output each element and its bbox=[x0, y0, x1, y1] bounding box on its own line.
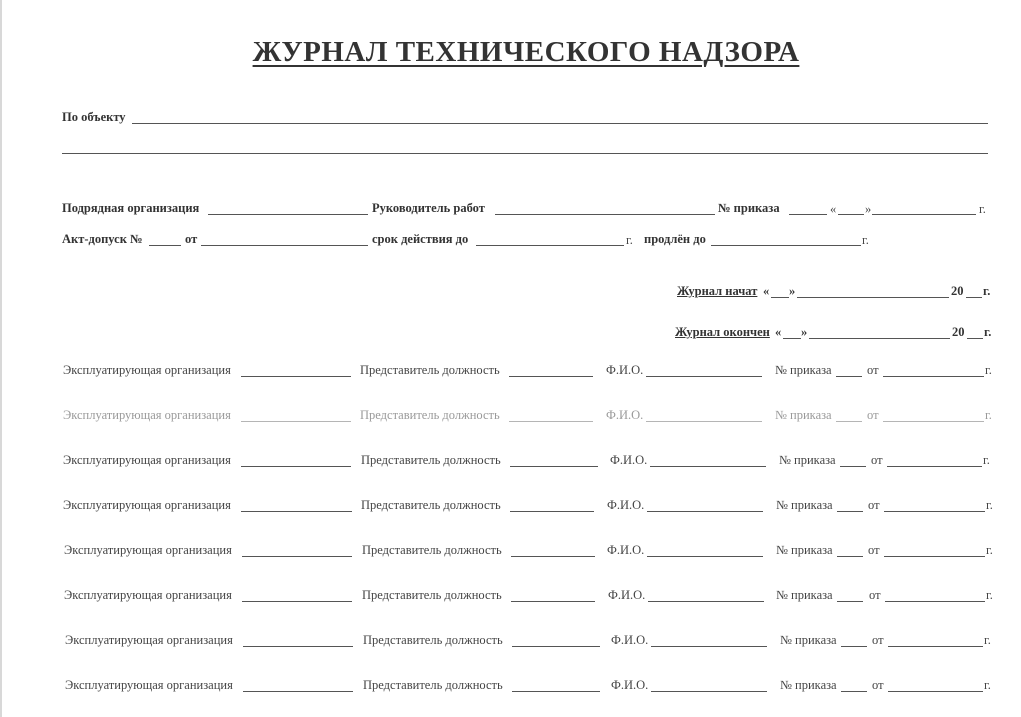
act-year-suffix: г. bbox=[626, 233, 633, 247]
operator-order-number-field[interactable] bbox=[836, 376, 862, 377]
operator-row-5 bbox=[0, 543, 1021, 561]
operator-fio-field[interactable] bbox=[651, 691, 767, 692]
operator-rep-label: Представитель должность bbox=[362, 588, 502, 602]
operator-row-6 bbox=[0, 588, 1021, 606]
act-extended-label: продлён до bbox=[644, 232, 706, 246]
operator-order-label: № приказа bbox=[776, 543, 833, 557]
operator-order-label: № приказа bbox=[779, 453, 836, 467]
operator-rep-field[interactable] bbox=[510, 466, 598, 467]
operator-from-label: от bbox=[867, 363, 879, 377]
operator-order-number-field[interactable] bbox=[837, 556, 863, 557]
journal-end-month-field[interactable] bbox=[809, 338, 950, 339]
operator-fio-label: Ф.И.О. bbox=[611, 678, 649, 692]
operator-org-label: Эксплуатирующая организация bbox=[65, 678, 233, 692]
operator-rep-label: Представитель должность bbox=[361, 498, 501, 512]
operator-date-field[interactable] bbox=[883, 376, 984, 377]
journal-start-open: « bbox=[763, 284, 770, 298]
operator-org-field[interactable] bbox=[242, 556, 352, 557]
operator-rep-field[interactable] bbox=[510, 511, 594, 512]
operator-rep-field[interactable] bbox=[512, 691, 600, 692]
operator-rep-label: Представитель должность bbox=[360, 363, 500, 377]
contractor-quote-open: « bbox=[830, 202, 837, 216]
operator-row-7 bbox=[0, 633, 1021, 651]
operator-fio-field[interactable] bbox=[648, 601, 764, 602]
operator-org-label: Эксплуатирующая организация bbox=[63, 408, 231, 422]
operator-order-label: № приказа bbox=[775, 408, 832, 422]
operator-row-3 bbox=[0, 453, 1021, 471]
operator-fio-field[interactable] bbox=[651, 646, 767, 647]
operator-date-field[interactable] bbox=[884, 556, 985, 557]
journal-start-close: » bbox=[789, 284, 796, 298]
act-number-field[interactable] bbox=[149, 245, 181, 246]
contractor-order-day-field[interactable] bbox=[838, 214, 864, 215]
operator-order-number-field[interactable] bbox=[841, 691, 867, 692]
operator-order-label: № приказа bbox=[775, 363, 832, 377]
operator-org-label: Эксплуатирующая организация bbox=[63, 453, 231, 467]
operator-suffix: г. bbox=[986, 543, 993, 557]
page-edge-shadow bbox=[0, 0, 2, 717]
operator-fio-label: Ф.И.О. bbox=[606, 408, 644, 422]
operator-rep-label: Представитель должность bbox=[362, 543, 502, 557]
operator-date-field[interactable] bbox=[888, 646, 983, 647]
operator-org-field[interactable] bbox=[243, 691, 353, 692]
contractor-order-number-field[interactable] bbox=[789, 214, 827, 215]
contractor-order-month-field[interactable] bbox=[872, 214, 976, 215]
journal-start-year: 20 bbox=[951, 284, 964, 298]
journal-start-day-field[interactable] bbox=[771, 297, 789, 298]
operator-org-label: Эксплуатирующая организация bbox=[63, 363, 231, 377]
operator-order-number-field[interactable] bbox=[837, 601, 863, 602]
journal-start-label: Журнал начат bbox=[677, 284, 758, 298]
journal-end-day-field[interactable] bbox=[783, 338, 801, 339]
journal-end-year-field[interactable] bbox=[967, 338, 983, 339]
operator-org-field[interactable] bbox=[242, 601, 352, 602]
operator-suffix: г. bbox=[985, 408, 992, 422]
journal-start-suffix: г. bbox=[983, 284, 991, 298]
operator-order-number-field[interactable] bbox=[837, 511, 863, 512]
operator-rep-label: Представитель должность bbox=[361, 453, 501, 467]
operator-fio-label: Ф.И.О. bbox=[608, 588, 646, 602]
contractor-quote-close: » bbox=[865, 202, 872, 216]
operator-org-field[interactable] bbox=[241, 421, 351, 422]
operator-suffix: г. bbox=[986, 498, 993, 512]
operator-fio-label: Ф.И.О. bbox=[610, 453, 648, 467]
operator-rep-field[interactable] bbox=[512, 646, 600, 647]
operator-fio-field[interactable] bbox=[646, 421, 762, 422]
operator-org-field[interactable] bbox=[241, 511, 352, 512]
operator-order-label: № приказа bbox=[776, 498, 833, 512]
operator-date-field[interactable] bbox=[885, 601, 985, 602]
operator-from-label: от bbox=[868, 498, 880, 512]
operator-date-field[interactable] bbox=[888, 691, 983, 692]
act-validity-field[interactable] bbox=[476, 245, 624, 246]
journal-end-label: Журнал окончен bbox=[675, 325, 770, 339]
work-manager-label: Руководитель работ bbox=[372, 201, 485, 215]
operator-rep-field[interactable] bbox=[511, 601, 595, 602]
operator-order-number-field[interactable] bbox=[840, 466, 866, 467]
act-label: Акт-допуск № bbox=[62, 232, 143, 246]
operator-fio-field[interactable] bbox=[647, 511, 763, 512]
contractor-order-label: № приказа bbox=[718, 201, 780, 215]
operator-order-number-field[interactable] bbox=[836, 421, 862, 422]
operator-rep-label: Представитель должность bbox=[363, 678, 503, 692]
object-label: По объекту bbox=[62, 110, 126, 124]
operator-fio-field[interactable] bbox=[650, 466, 766, 467]
operator-row-4 bbox=[0, 498, 1021, 516]
operator-from-label: от bbox=[872, 633, 884, 647]
operator-org-field[interactable] bbox=[241, 376, 351, 377]
act-extended-suffix: г. bbox=[862, 233, 869, 247]
operator-org-label: Эксплуатирующая организация bbox=[63, 498, 231, 512]
journal-end-close: » bbox=[801, 325, 808, 339]
contractor-org-label: Подрядная организация bbox=[62, 201, 200, 215]
act-date-field[interactable] bbox=[201, 245, 368, 246]
journal-end-year: 20 bbox=[952, 325, 965, 339]
operator-suffix: г. bbox=[983, 453, 990, 467]
operator-rep-field[interactable] bbox=[511, 556, 595, 557]
operator-row-1 bbox=[0, 363, 1021, 381]
operator-order-label: № приказа bbox=[780, 678, 837, 692]
operator-from-label: от bbox=[869, 588, 881, 602]
operator-fio-label: Ф.И.О. bbox=[611, 633, 649, 647]
operator-order-label: № приказа bbox=[776, 588, 833, 602]
journal-start-year-field[interactable] bbox=[966, 297, 982, 298]
operator-fio-field[interactable] bbox=[647, 556, 763, 557]
journal-end-open: « bbox=[775, 325, 782, 339]
operator-fio-field[interactable] bbox=[646, 376, 762, 377]
object-field-line-1[interactable] bbox=[132, 123, 988, 124]
operator-org-label: Эксплуатирующая организация bbox=[64, 543, 232, 557]
page-title: ЖУРНАЛ ТЕХНИЧЕСКОГО НАДЗОРА bbox=[252, 36, 800, 68]
operator-from-label: от bbox=[867, 408, 879, 422]
operator-suffix: г. bbox=[984, 633, 991, 647]
operator-suffix: г. bbox=[985, 363, 992, 377]
operator-rep-label: Представитель должность bbox=[363, 633, 503, 647]
operator-date-field[interactable] bbox=[883, 421, 984, 422]
operator-row-2 bbox=[0, 408, 1021, 426]
operator-rep-field[interactable] bbox=[509, 421, 593, 422]
operator-date-field[interactable] bbox=[884, 511, 985, 512]
operator-fio-label: Ф.И.О. bbox=[607, 498, 645, 512]
operator-from-label: от bbox=[872, 678, 884, 692]
object-field-line-2[interactable] bbox=[62, 153, 988, 154]
operator-order-label: № приказа bbox=[780, 633, 837, 647]
operator-from-label: от bbox=[868, 543, 880, 557]
operator-org-field[interactable] bbox=[243, 646, 353, 647]
operator-rep-field[interactable] bbox=[509, 376, 593, 377]
operator-rep-label: Представитель должность bbox=[360, 408, 500, 422]
operator-org-label: Эксплуатирующая организация bbox=[65, 633, 233, 647]
operator-org-label: Эксплуатирующая организация bbox=[64, 588, 232, 602]
operator-from-label: от bbox=[871, 453, 883, 467]
operator-suffix: г. bbox=[984, 678, 991, 692]
operator-suffix: г. bbox=[986, 588, 993, 602]
journal-end-suffix: г. bbox=[984, 325, 992, 339]
operator-row-8 bbox=[0, 678, 1021, 696]
operator-date-field[interactable] bbox=[887, 466, 982, 467]
act-extended-field[interactable] bbox=[711, 245, 861, 246]
contractor-year-suffix: г. bbox=[979, 202, 986, 216]
act-validity-label: срок действия до bbox=[372, 232, 469, 246]
act-from-label: от bbox=[185, 232, 198, 246]
operator-org-field[interactable] bbox=[241, 466, 351, 467]
journal-start-month-field[interactable] bbox=[797, 297, 949, 298]
contractor-org-field[interactable] bbox=[208, 214, 368, 215]
work-manager-field[interactable] bbox=[495, 214, 715, 215]
operator-order-number-field[interactable] bbox=[841, 646, 867, 647]
operator-fio-label: Ф.И.О. bbox=[606, 363, 644, 377]
operator-fio-label: Ф.И.О. bbox=[607, 543, 645, 557]
